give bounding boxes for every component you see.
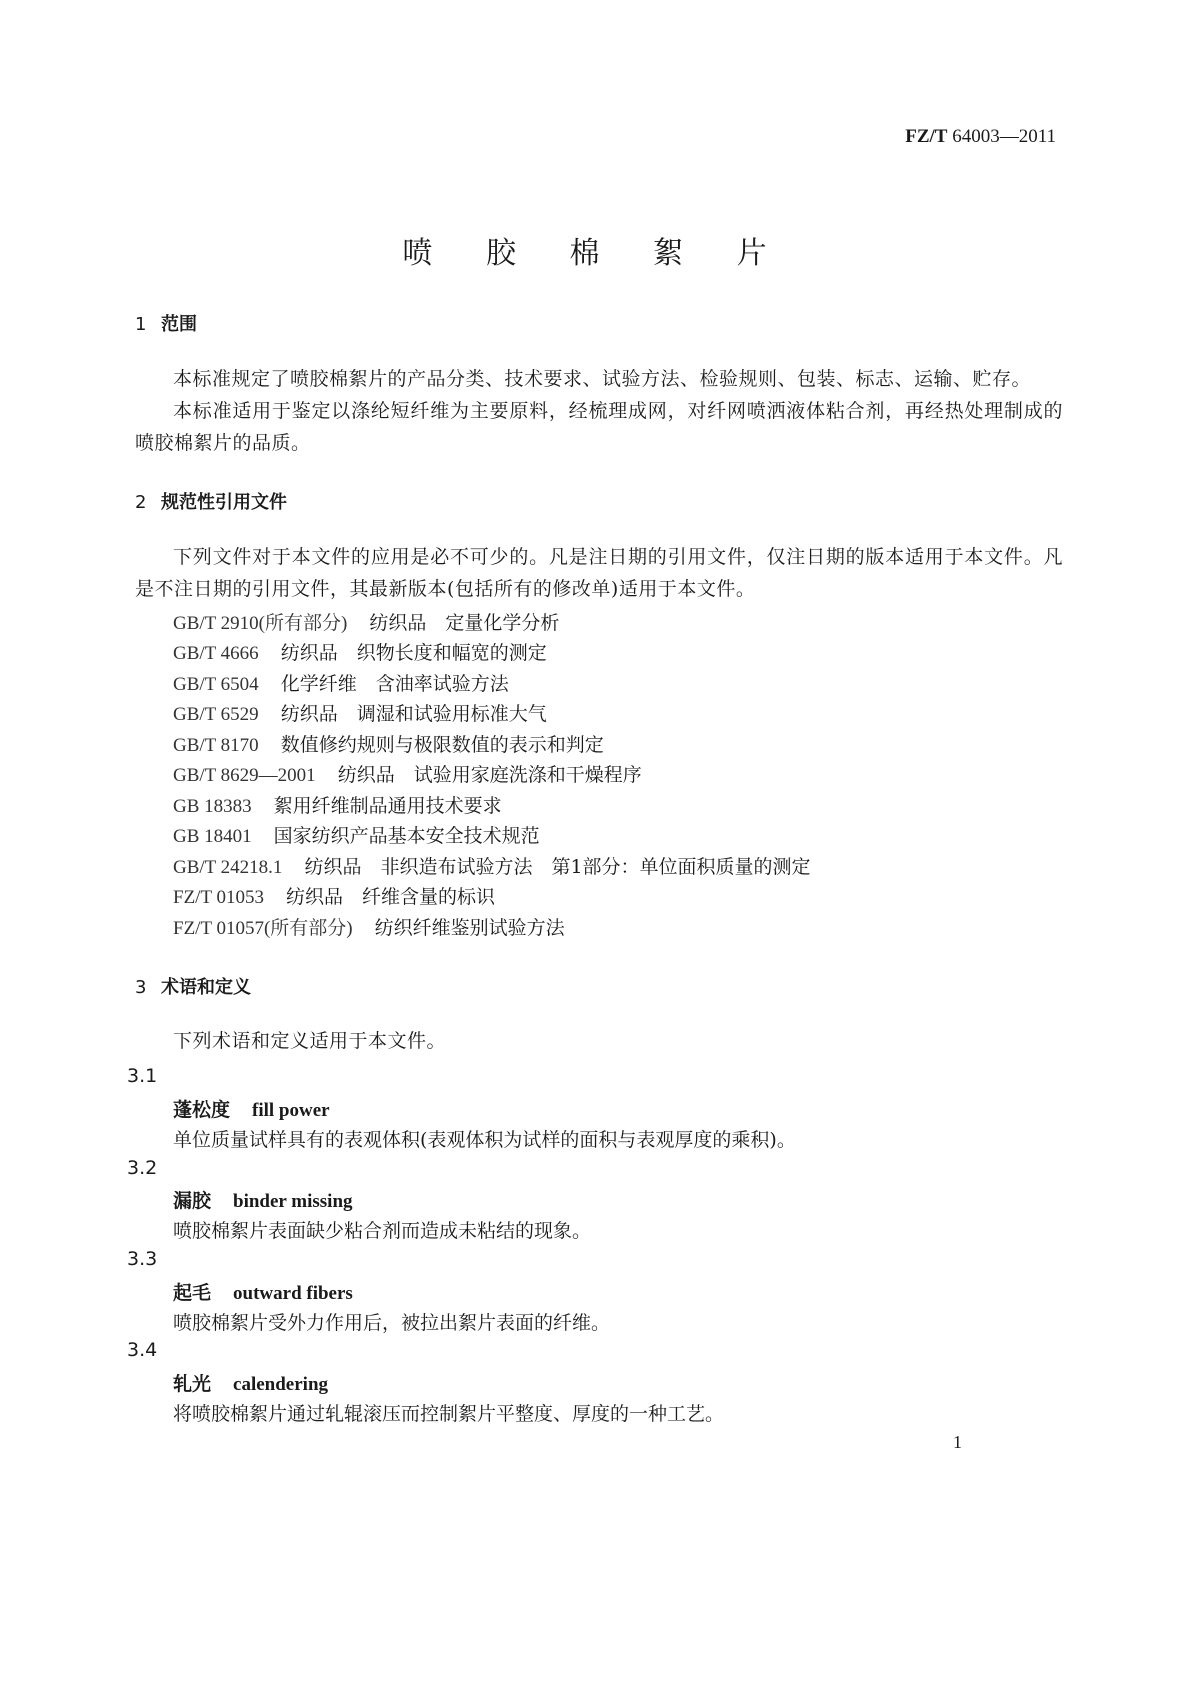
- term-name: [173, 1095, 330, 1122]
- reference-title: 国家纺织产品基本安全技术规范: [273, 825, 540, 847]
- reference-code: FZ/T 01053: [173, 887, 264, 908]
- term-definition: 喷胶棉絮片受外力作用后，被拉出絮片表面的纤维。: [173, 1312, 611, 1334]
- term-name: [173, 1278, 353, 1305]
- reference-code: GB/T 24218.1: [173, 857, 283, 878]
- section-title: 范围: [161, 314, 197, 335]
- reference-item: [173, 699, 547, 726]
- term-number: 3.1: [127, 1065, 158, 1087]
- term-en: calendering: [233, 1374, 329, 1395]
- section-2-heading: [135, 488, 287, 514]
- reference-title: 纺织纤维鉴别试验方法: [374, 917, 565, 939]
- term-en: binder missing: [233, 1191, 353, 1212]
- reference-title: 纺织品 试验用家庭洗涤和干燥程序: [337, 764, 642, 786]
- term-definition: 将喷胶棉絮片通过轧辊滚压而控制絮片平整度、厚度的一种工艺。: [173, 1403, 725, 1425]
- paragraph: 本标准规定了喷胶棉絮片的产品分类、技术要求、试验方法、检验规则、包装、标志、运输、贮存。: [173, 368, 1032, 390]
- term-en: fill power: [252, 1100, 330, 1121]
- reference-item: [173, 913, 565, 940]
- section-1-body: [135, 363, 1063, 459]
- paragraph: 下列文件对于本文件的应用是必不可少的。凡是注日期的引用文件，仅注日期的版本适用于本文件。凡是不注日期的引用文件，其最新版本(包括所有的修改单)适用于本文件。: [135, 546, 1063, 600]
- reference-title: 纺织品 调湿和试验用标准大气: [280, 703, 547, 725]
- reference-code: GB 18401: [173, 826, 252, 847]
- section-number: 2: [135, 492, 147, 513]
- reference-item: [173, 760, 642, 787]
- reference-code: GB/T 2910(所有部分): [173, 613, 348, 634]
- reference-item: [173, 882, 495, 909]
- term-definition: 单位质量试样具有的表观体积(表观体积为试样的面积与表观厚度的乘积)。: [173, 1129, 796, 1151]
- term-zh: 起毛: [173, 1282, 212, 1304]
- reference-code: GB/T 6504: [173, 674, 259, 695]
- term-definition: 喷胶棉絮片表面缺少粘合剂而造成未粘结的现象。: [173, 1220, 592, 1242]
- reference-title: 纺织品 定量化学分析: [369, 612, 560, 634]
- term-number: 3.2: [127, 1157, 158, 1179]
- section-2-intro: [135, 541, 1063, 605]
- reference-title: 数值修约规则与极限数值的表示和判定: [280, 734, 604, 756]
- term-name: [173, 1369, 328, 1396]
- term-number: 3.4: [127, 1339, 158, 1361]
- section-3-intro: [135, 1025, 1063, 1057]
- document-title: 喷 胶 棉 絮 片: [402, 236, 789, 271]
- reference-code: FZ/T 01057(所有部分): [173, 918, 353, 939]
- standard-prefix: FZ/T: [905, 126, 948, 147]
- reference-item: [173, 821, 540, 848]
- term-zh: 漏胶: [173, 1190, 212, 1212]
- reference-item: [173, 791, 502, 818]
- section-title: 术语和定义: [161, 977, 251, 998]
- reference-item: [173, 608, 559, 635]
- reference-title: 纺织品 纤维含量的标识: [285, 886, 495, 908]
- reference-code: GB/T 8170: [173, 735, 259, 756]
- reference-item: [173, 852, 811, 879]
- reference-code: GB/T 4666: [173, 643, 259, 664]
- section-3-heading: [135, 973, 251, 999]
- section-number: 3: [135, 977, 147, 998]
- paragraph: 下列术语和定义适用于本文件。: [173, 1030, 447, 1052]
- section-title: 规范性引用文件: [161, 492, 287, 513]
- standard-number: 64003—2011: [952, 126, 1056, 147]
- term-zh: 蓬松度: [173, 1099, 231, 1121]
- reference-item: [173, 669, 509, 696]
- term-zh: 轧光: [173, 1373, 212, 1395]
- paragraph: 本标准适用于鉴定以涤纶短纤维为主要原料，经梳理成网，对纤网喷洒液体粘合剂，再经热处理制成的喷胶棉絮片的品质。: [135, 400, 1063, 454]
- standard-code: [905, 126, 1056, 148]
- reference-title: 絮用纤维制品通用技术要求: [273, 795, 502, 817]
- section-number: 1: [135, 314, 147, 335]
- term-en: outward fibers: [233, 1283, 353, 1304]
- section-1-heading: [135, 310, 197, 336]
- term-number: 3.3: [127, 1248, 158, 1270]
- term-name: [173, 1186, 353, 1213]
- reference-code: GB 18383: [173, 796, 252, 817]
- page-number: 1: [953, 1432, 962, 1452]
- reference-title: 纺织品 非织造布试验方法 第1部分：单位面积质量的测定: [304, 856, 811, 878]
- reference-title: 纺织品 织物长度和幅宽的测定: [280, 642, 547, 664]
- reference-code: GB/T 8629—2001: [173, 765, 316, 786]
- reference-title: 化学纤维 含油率试验方法: [280, 673, 509, 695]
- reference-item: [173, 638, 547, 665]
- reference-code: GB/T 6529: [173, 704, 259, 725]
- reference-item: [173, 730, 604, 757]
